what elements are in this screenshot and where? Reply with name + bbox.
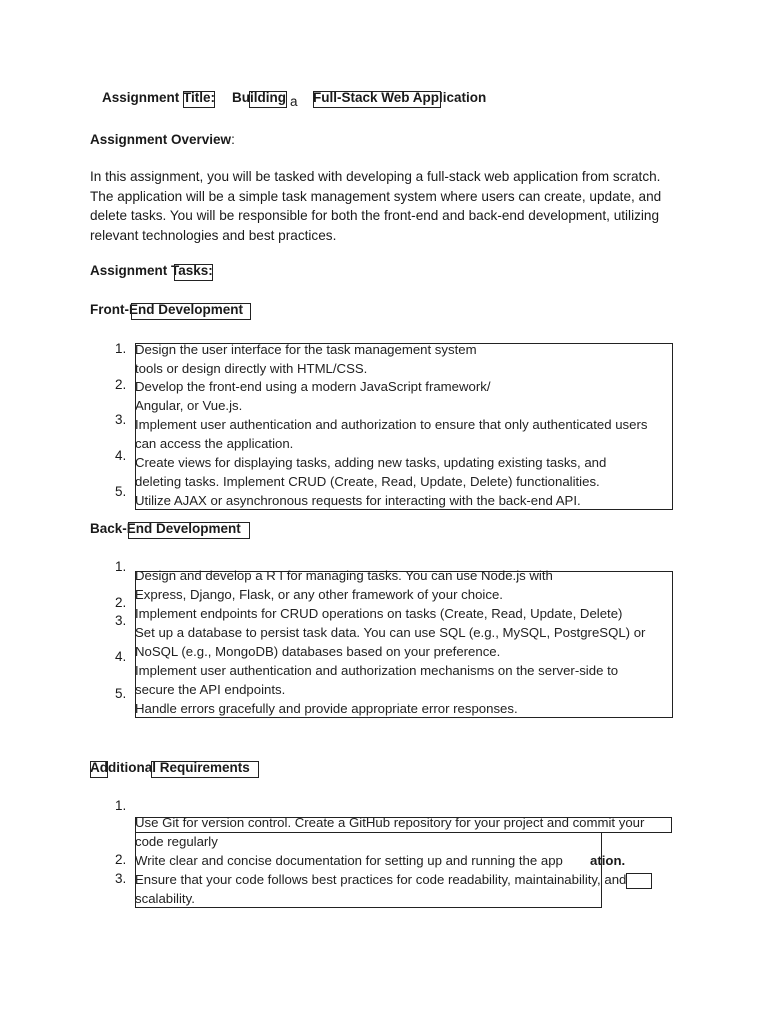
additional-tail-ation: ation. bbox=[590, 853, 626, 868]
backend-line: Implement user authentication and authorization mechanisms on the server-side to bbox=[135, 663, 619, 678]
frontend-line: Design the user interface for the task management system bbox=[135, 342, 477, 357]
additional-line: code regularly bbox=[135, 834, 218, 849]
title-building-box bbox=[249, 91, 287, 108]
frontend-line: tools or design directly with HTML/CSS. bbox=[135, 361, 368, 376]
overview-line: The application will be a simple task management system where users can create, update, and bbox=[90, 188, 662, 204]
additional-line: scalability. bbox=[135, 891, 195, 906]
backend-num: 2. bbox=[115, 595, 127, 610]
backend-line: Set up a database to persist task data. You can use SQL (e.g., MySQL, PostgreSQL) or bbox=[135, 625, 646, 640]
title-rest: Full-Stack Web Application bbox=[313, 90, 487, 105]
frontend-line: Utilize AJAX or asynchronous requests for interacting with the back-end API. bbox=[135, 493, 581, 508]
additional-num: 2. bbox=[115, 852, 127, 867]
backend-line: Design and develop a R I for managing tasks. You can use Node.js with bbox=[135, 568, 553, 583]
backend-line: NoSQL (e.g., MongoDB) databases based on your preference. bbox=[135, 644, 501, 659]
backend-num: 3. bbox=[115, 613, 127, 628]
backend-line: Express, Django, Flask, or any other framework of your choice. bbox=[135, 587, 503, 602]
overview-colon: : bbox=[231, 132, 235, 147]
title-label: Assignment Title: bbox=[102, 90, 216, 105]
backend-line: secure the API endpoints. bbox=[135, 682, 286, 697]
overview-line: In this assignment, you will be tasked with developing a full-stack web application from scratch. bbox=[90, 169, 661, 184]
overview-line: delete tasks. You will be responsible for both the front-end and back-end development, utilizing bbox=[90, 208, 660, 224]
additional-box-row1 bbox=[135, 817, 672, 833]
title-a: a bbox=[290, 94, 298, 109]
frontend-line: Implement user authentication and authorization to ensure that only authenticated users bbox=[135, 417, 648, 432]
frontend-num: 1. bbox=[115, 341, 127, 356]
frontend-heading-box bbox=[131, 303, 251, 320]
backend-heading-box bbox=[128, 522, 250, 539]
additional-line: Use Git for version control. Create a GitHub repository for your project and commit your bbox=[135, 815, 645, 830]
title-label-box bbox=[183, 91, 215, 108]
frontend-line: deleting tasks. Implement CRUD (Create, Read, Update, Delete) functionalities. bbox=[135, 474, 600, 489]
backend-num: 1. bbox=[115, 559, 127, 574]
tasks-heading-box bbox=[174, 264, 213, 281]
frontend-line: can access the application. bbox=[135, 436, 294, 451]
additional-heading-box-b bbox=[151, 761, 259, 778]
additional-line: Ensure that your code follows best practices for code readability, maintainability, and bbox=[135, 872, 627, 887]
additional-heading: Additional Requirements bbox=[90, 760, 250, 775]
overview-heading bbox=[90, 132, 235, 147]
tasks-heading: Assignment Tasks: bbox=[90, 263, 213, 278]
additional-num: 3. bbox=[115, 871, 127, 886]
additional-line: Write clear and concise documentation for setting up and running the app bbox=[135, 853, 563, 868]
frontend-num: 3. bbox=[115, 412, 127, 427]
title-rest-box bbox=[313, 91, 441, 108]
backend-num: 4. bbox=[115, 649, 127, 664]
additional-num: 1. bbox=[115, 798, 127, 813]
frontend-heading: Front-End Development bbox=[90, 302, 244, 317]
frontend-num: 4. bbox=[115, 448, 127, 463]
backend-line: Implement endpoints for CRUD operations on tasks (Create, Read, Update, Delete) bbox=[135, 606, 623, 621]
frontend-num: 5. bbox=[115, 484, 127, 499]
overview-paragraph bbox=[90, 167, 690, 245]
frontend-line: Create views for displaying tasks, adding new tasks, updating existing tasks, and bbox=[135, 455, 607, 470]
overview-heading-text: Assignment Overview bbox=[90, 132, 232, 147]
backend-heading: Back-End Development bbox=[90, 521, 241, 536]
title-building-text: Building bbox=[232, 90, 286, 105]
additional-heading-box-a bbox=[90, 761, 108, 778]
frontend-line: Develop the front-end using a modern JavaScript framework/ bbox=[135, 379, 491, 394]
backend-num: 5. bbox=[115, 686, 127, 701]
additional-box-main bbox=[135, 832, 602, 908]
overview-line: relevant technologies and best practices. bbox=[90, 227, 337, 243]
frontend-num: 2. bbox=[115, 377, 127, 392]
additional-and-box bbox=[626, 873, 652, 889]
frontend-line: Angular, or Vue.js. bbox=[135, 398, 243, 413]
backend-line: Handle errors gracefully and provide appropriate error responses. bbox=[135, 701, 518, 716]
